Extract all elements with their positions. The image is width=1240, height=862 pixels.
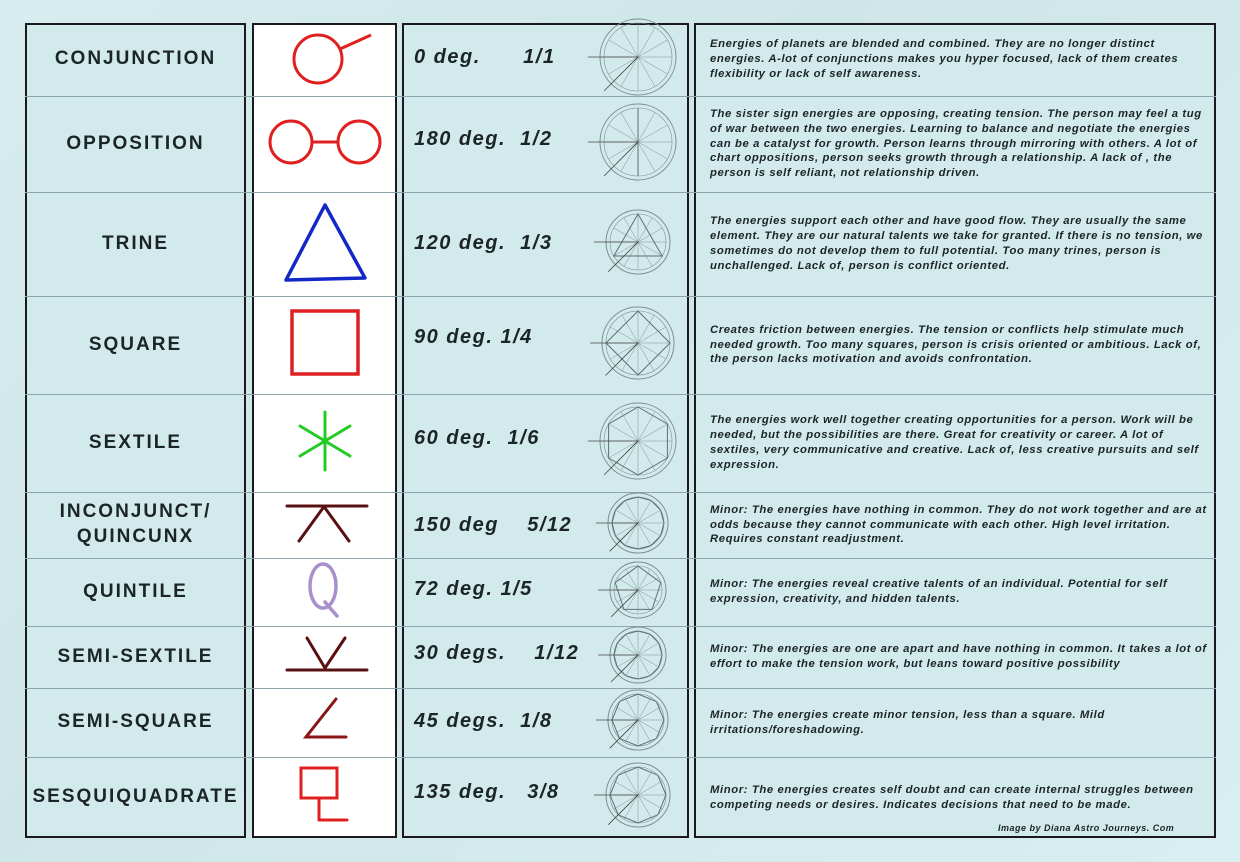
aspect-description: Minor: The energies are one are apart and have nothing in common. It takes a lot of effort to make the tension work, but leans toward positive possibility — [710, 643, 1207, 670]
aspect-description: The energies support each other and have good flow. They are usually the same element. They are our natural talents we take for granted. If there is no tension, we sometimes do not develop them to full potential. Too many trines, person is unchallenged. Lack of, person is conflict oriented. — [710, 215, 1203, 272]
zodiac-wheel — [590, 192, 685, 296]
aspect-description: Minor: The energies reveal creative talents of an individual. Potential for self expression, creativity, and hidden talents. — [710, 578, 1168, 605]
aspect-symbol — [252, 757, 397, 838]
aspect-description: Minor: The energies create minor tension, less than a square. Mild irritations/foreshadowing. — [710, 708, 1105, 736]
aspect-symbol — [252, 192, 397, 296]
aspect-symbol — [252, 688, 397, 757]
aspect-degrees: 45 degs. 1/8 — [414, 710, 553, 732]
aspect-symbol — [252, 394, 397, 492]
aspect-symbol — [252, 558, 397, 626]
aspect-degrees: 120 deg. 1/3 — [414, 231, 553, 254]
aspect-name: SQUARE — [88, 333, 183, 355]
aspect-description: The energies work well together creating opportunities for a person. Work will be needed, but the possibilities are there. Great for creativity or career. A lot of sextiles, very communicative and creative. Lack of, less creative pursuits and self expression. — [710, 414, 1199, 471]
aspect-name: SEMI-SQUARE — [57, 711, 214, 733]
aspect-degrees: 72 deg. 1/5 — [414, 577, 533, 600]
trine-icon — [275, 200, 375, 289]
aspect-symbol — [252, 492, 397, 558]
aspect-description: Minor: The energies have nothing in common. They do not work together and are at odds because they cannot communicate with each other. High level irritation. Requires constant readjustment. — [710, 503, 1207, 546]
aspect-name: TRINE — [102, 232, 169, 254]
aspect-degrees: 150 deg 5/12 — [414, 513, 573, 536]
aspect-description: The sister sign energies are opposing, creating tension. The person may feel a tug of war between the two energies. Learning to balance and negotiate the energies can be a catalyst for growth. Person learns through mirroring with others. A lot of chart oppositions, person seeks growth through a relationship. A lack of , the person is self reliant, not relationship driven. — [710, 107, 1202, 180]
aspect-symbol — [252, 296, 397, 394]
aspect-name: SEMI-SEXTILE — [57, 645, 214, 667]
aspect-degrees: 0 deg. 1/1 — [414, 46, 556, 68]
zodiac-wheel — [590, 23, 685, 96]
semi-square-icon — [290, 693, 360, 752]
aspect-name: SEXTILE — [88, 431, 183, 453]
aspect-description: Energies of planets are blended and combined. They are no longer distinct energies. A-lot of conjunctions makes you hyper focused, lack of them creates flexibility or lack of self awareness. — [710, 38, 1179, 80]
aspect-symbol — [252, 96, 397, 192]
sesquiquadrate-icon — [285, 762, 365, 833]
zodiac-wheel-icon — [587, 292, 689, 399]
square-icon — [285, 307, 365, 384]
zodiac-wheel-icon — [585, 89, 691, 200]
quincunx-icon — [275, 498, 375, 553]
sextile-icon — [290, 406, 360, 481]
zodiac-wheel — [590, 296, 685, 394]
quintile-icon — [295, 558, 355, 627]
opposition-icon — [260, 112, 390, 177]
zodiac-wheel-icon — [591, 748, 685, 847]
aspect-symbol — [252, 626, 397, 688]
aspect-name: CONJUNCTION — [54, 48, 217, 70]
aspect-description: Creates friction between energies. The tension or conflicts help stimulate much needed growth. Too many squares, person is crisis oriented or ambitious. Lack of, the person lacks motivation and avoids confrontation. — [710, 323, 1202, 366]
zodiac-wheel — [590, 688, 685, 757]
aspect-name: QUINTILE — [83, 580, 188, 602]
aspect-degrees: 180 deg. 1/2 — [414, 127, 553, 150]
aspect-degrees: 60 deg. 1/6 — [414, 426, 540, 449]
aspect-name: INCONJUNCT/ QUINCUNX — [59, 501, 212, 547]
conjunction-icon — [265, 22, 385, 97]
aspect-name: OPPOSITION — [66, 132, 205, 154]
zodiac-wheel — [590, 757, 685, 838]
zodiac-wheel-icon — [591, 195, 685, 294]
aspect-degrees: 30 degs. 1/12 — [414, 641, 580, 664]
image-credit: Image by Diana Astro Journeys. Com — [998, 823, 1175, 833]
aspect-degrees: 135 deg. 3/8 — [414, 781, 560, 803]
aspect-symbol — [252, 23, 397, 96]
aspect-name: SESQUIQUADRATE — [32, 786, 239, 808]
zodiac-wheel — [590, 96, 685, 192]
aspect-degrees: 90 deg. 1/4 — [414, 325, 533, 348]
aspect-description: Minor: The energies creates self doubt and can create internal struggles between competing needs or desires. Indicates decisions that need to be made. — [710, 783, 1194, 811]
semi-sextile-icon — [275, 630, 375, 685]
